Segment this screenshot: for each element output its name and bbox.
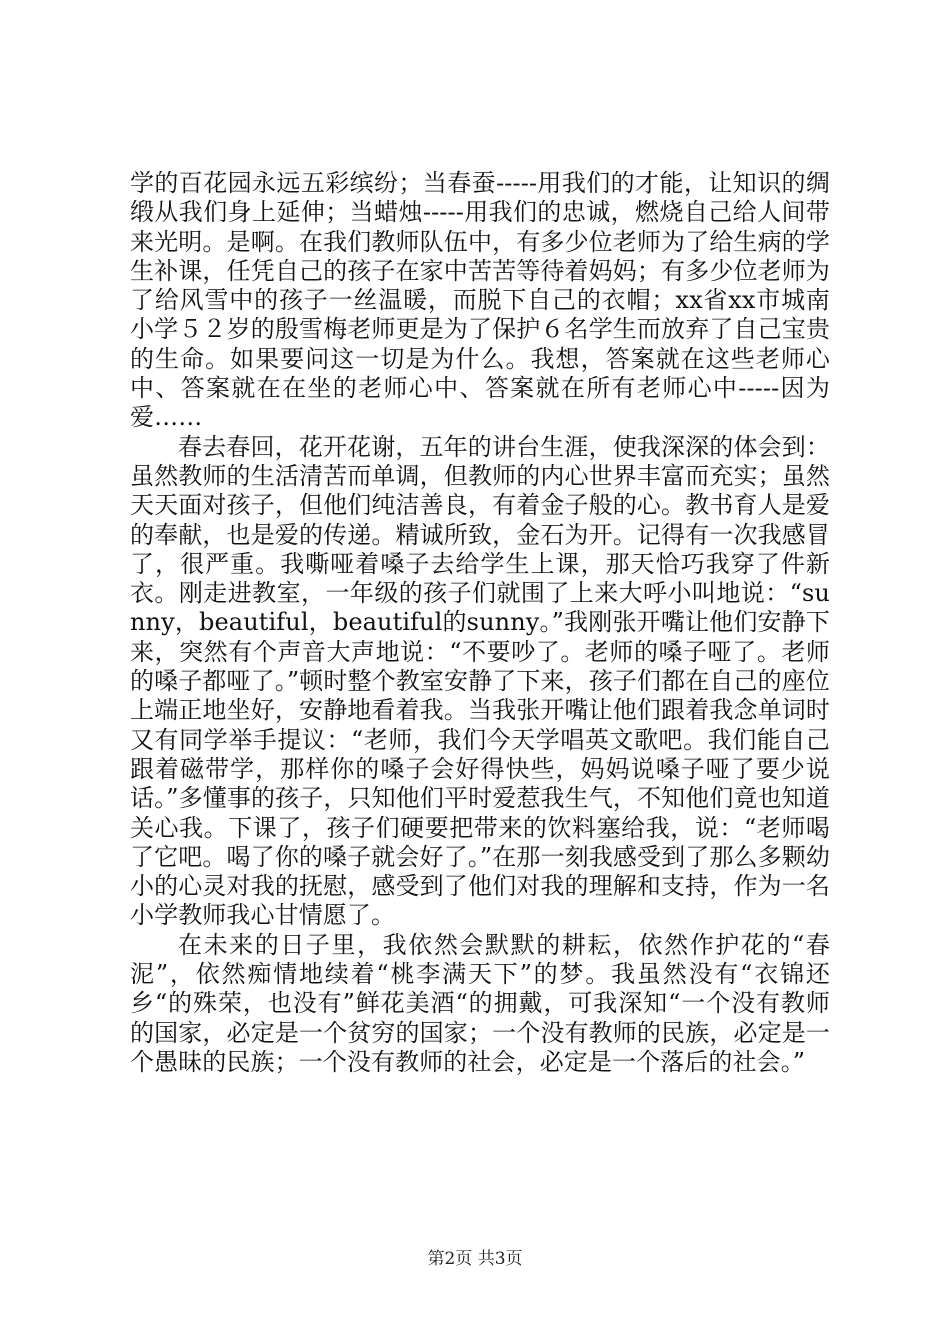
paragraph-continued: 学的百花园永远五彩缤纷；当春蚕-----用我们的才能，让知识的绸缎从我们身上延伸；当蜡烛-----用我们的忠诚，燃烧自己给人间带来光明。是啊。在我们教师队伍中，有多少位老师为了给生病的学生补课，任凭自己的孩子在家中苦苦等待着妈妈；有多少位老师为了给风雪中的孩子一丝温暖，而脱下自己的衣帽；xx省xx市城南小学５２岁的殷雪梅老师更是为了保护６名学生而放弃了自己宝贵的生命。如果要问这一切是为什么。我想，答案就在这些老师心中、答案就在在坐的老师心中、答案就在所有老师心中-----因为爱…… <box>130 169 830 432</box>
paragraph-future: 在未来的日子里，我依然会默默的耕耘，依然作护花的“春泥”，依然痴情地续着“桃李满天下”的梦。我虽然没有“衣锦还乡“的殊荣，也没有”鲜花美酒“的拥戴，可我深知“一个没有教师的国家，必定是一个贫穷的国家；一个没有教师的民族，必定是一个愚昧的民族；一个没有教师的社会，必定是一个落后的社会。” <box>130 930 830 1076</box>
document-body <box>130 169 830 1077</box>
paragraph-classroom-story: 春去春回，花开花谢，五年的讲台生涯，使我深深的体会到：虽然教师的生活清苦而单调，但教师的内心世界丰富而充实；虽然天天面对孩子，但他们纯洁善良，有着金子般的心。教书育人是爱的奉献，也是爱的传递。精诚所致，金石为开。记得有一次我感冒了，很严重。我嘶哑着嗓子去给学生上课，那天恰巧我穿了件新衣。刚走进教室，一年级的孩子们就围了上来大呼小叫地说：“sunny，beautiful，beautiful的sunny。”我刚张开嘴让他们安静下来，突然有个声音大声地说：“不要吵了。老师的嗓子哑了。老师的嗓子都哑了。”顿时整个教室安静了下来，孩子们都在自己的座位上端正地坐好，安静地看着我。当我张开嘴让他们跟着我念单词时又有同学举手提议：“老师，我们今天学唱英文歌吧。我们能自己跟着磁带学，那样你的嗓子会好得快些，妈妈说嗓子哑了要少说话。”多懂事的孩子，只知他们平时爱惹我生气，不知他们竟也知道关心我。下课了，孩子们硬要把带来的饮料塞给我，说：“老师喝了它吧。喝了你的嗓子就会好了。”在那一刻我感受到了那么多颗幼小的心灵对我的抚慰，感受到了他们对我的理解和支持，作为一名小学教师我心甘情愿了。 <box>130 432 830 930</box>
page-number-footer: 第2页 共3页 <box>427 1249 523 1269</box>
